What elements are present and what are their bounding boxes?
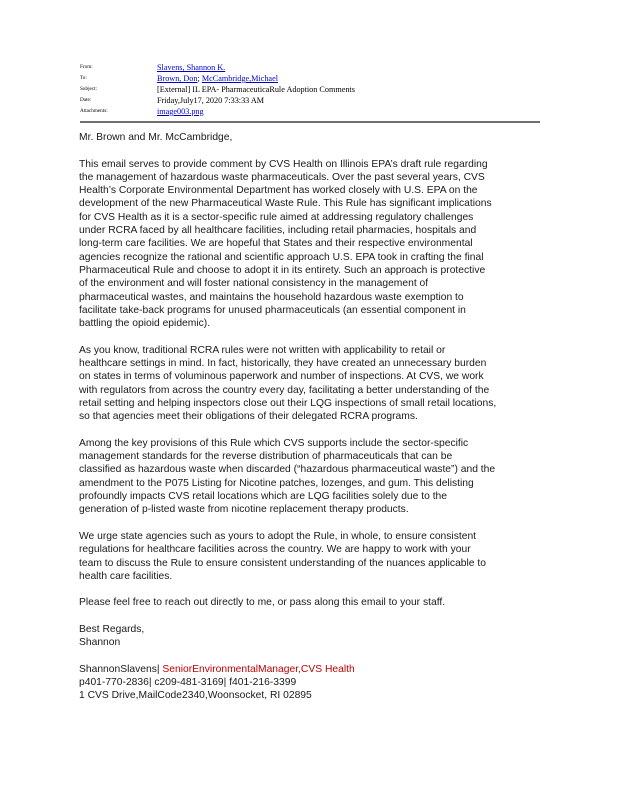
from-link[interactable]: Slavens, Shannon K. (157, 63, 226, 72)
attachments-label: Attachments: (80, 108, 108, 114)
closing: Best Regards, Shannon (79, 623, 145, 649)
signature (79, 663, 541, 703)
paragraph-1: This email serves to provide comment by CVS Health on Illinois EPA’s draft rule regarding the management of hazardous waste pharmaceuticals. Over the past several years, CVS Health’s Corporate Environmental Department has worked closely with U.S. EPA on the development of the new Pharmaceutical Waste Rule. This Rule has significant implications for CVS Health as it is a sector-specific rule aimed at addressing regulatory challenges under RCRA faced by all healthcare facilities, including retail pharmacies, hospitals and long-term care facilities. We are hopeful that States and their respective environmental agencies recognize the rational and scientific approach U.S. EPA took in crafting the final Pharmaceutical Rule and choose to adopt it in its entirety. Such an approach is protective of the environment and will foster national consistency in the management of pharmaceutical wastes, and maintains the household hazardous waste exemption to facilitate take-back programs for unused pharmaceuticals (an essential component in battling the opioid epidemic). (79, 158, 492, 330)
attachment-link[interactable]: image003.png (157, 107, 204, 116)
paragraph-2: As you know, traditional RCRA rules were not written with applicability to retail or healthcare settings in mind. In fact, historically, they have created an unnecessary burden on states in terms of voluminous paperwork and number of inspections. At CVS, we work with regulators from across the country every day, facilitating a better understanding of the retail setting and helping inspectors close out their LQG inspections of small retail locations, so that agencies meet their obligations of their delegated RCRA programs. (79, 344, 497, 423)
paragraph-4: We urge state agencies such as yours to adopt the Rule, in whole, to ensure consistent regulations for healthcare facilities across the country. We are happy to work with your team to discuss the Rule to ensure consistent understanding of the nuances applicable to health care facilities. (79, 530, 486, 582)
subject-row (80, 84, 540, 95)
email-body (79, 131, 541, 703)
from-label: From: (80, 64, 93, 70)
to-row: To: Brown, Don; McCambridge,Michael (80, 74, 278, 83)
signature-title: SeniorEnvironmentalManager,CVS Health (162, 663, 355, 675)
signature-name: ShannonSlavens| (79, 663, 160, 675)
to-link-brown[interactable]: Brown, Don (157, 74, 198, 83)
email-header (80, 62, 540, 117)
date-value: Friday,July17, 2020 7:33:33 AM (157, 96, 265, 105)
header-divider (80, 121, 540, 123)
subject-label: Subject: (80, 86, 98, 92)
to-link-mccambridge[interactable]: McCambridge,Michael (201, 74, 278, 83)
paragraph-5: Please feel free to reach out directly to me, or pass along this email to your staff. (79, 597, 446, 609)
subject-value: [External] IL EPA- PharmaceuticaRule Adoption Comments (157, 85, 355, 94)
paragraph-3: Among the key provisions of this Rule which CVS supports include the sector-specific management standards for the reverse distribution of pharmaceuticals that can be classified as hazardous waste when discarded (“hazardous pharmaceutical waste”) and the amendment to the P075 Listing for Nicotine patches, lozenges, and gum. This delisting profoundly impacts CVS retail locations which are LQG facilities solely due to the generation of p-listed waste from nicotine replacement therapy products. (79, 437, 496, 516)
date-row (80, 95, 540, 106)
greeting: Mr. Brown and Mr. McCambridge, (79, 132, 233, 143)
to-label: To: (80, 75, 87, 81)
attachments-row (80, 106, 540, 117)
signature-address: 1 CVS Drive,MailCode2340,Woonsocket, RI 02895 (79, 690, 312, 702)
date-label: Date: (80, 97, 92, 103)
signature-phones: p401-770-2836| c209-481-3169| f401-216-3399 (79, 677, 297, 689)
from-row (80, 62, 540, 73)
